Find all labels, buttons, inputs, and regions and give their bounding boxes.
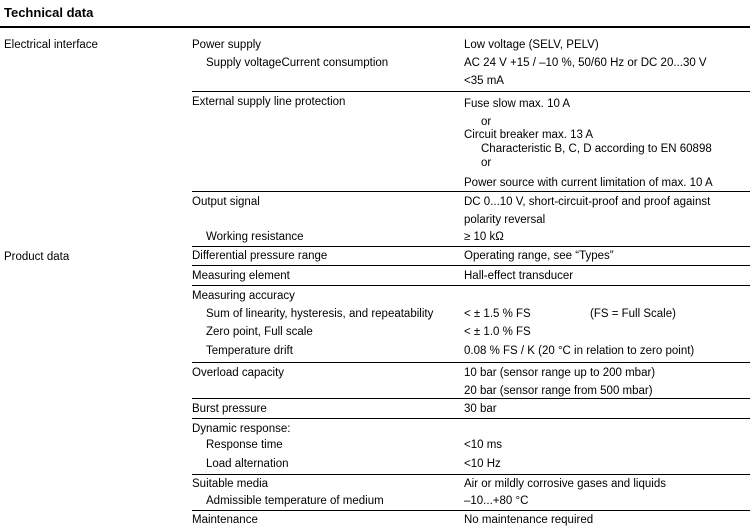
row-dynamic: [192, 418, 750, 475]
burst-label: Burst pressure: [192, 403, 267, 415]
overload-label: Overload capacity: [192, 367, 285, 379]
diff-pressure-value: Operating range, see “Types”: [464, 250, 614, 262]
diff-pressure-label: Differential pressure range: [192, 250, 328, 262]
current-consumption-value: <35 mA: [464, 75, 504, 87]
response-time-value: <10 ms: [464, 439, 503, 451]
measuring-element-label: Measuring element: [192, 270, 290, 282]
row-measuring-element: [192, 265, 750, 286]
measuring-element-value: Hall-effect transducer: [464, 270, 574, 282]
maintenance-label: Maintenance: [192, 514, 258, 526]
adm-temp-label: Admissible temperature of medium: [206, 495, 384, 507]
power-supply-value: Low voltage (SELV, PELV): [464, 39, 599, 51]
load-alternation-value: <10 Hz: [464, 458, 501, 470]
supply-voltage-value: AC 24 V +15 / –10 %, 50/60 Hz or DC 20...30 V: [464, 57, 707, 69]
fuse-value: Fuse slow max. 10 A: [464, 98, 571, 110]
accuracy-label: Measuring accuracy: [192, 290, 295, 302]
row-ext-supply: [192, 91, 750, 192]
title-rule: [0, 26, 750, 28]
breaker-value: Circuit breaker max. 13 A: [464, 129, 594, 141]
adm-temp-value: –10...+80 °C: [464, 495, 529, 507]
working-resistance-label: Working resistance: [206, 231, 304, 243]
overload-value-2: 20 bar (sensor range from 500 mbar): [464, 385, 653, 397]
sum-label: Sum of linearity, hysteresis, and repeatability: [206, 308, 434, 320]
section-product: Product data: [4, 251, 70, 263]
section-electrical: Electrical interface: [4, 39, 98, 51]
row-diff-pressure: [192, 246, 750, 266]
or-text-2: or: [481, 157, 492, 169]
media-value: Air or mildly corrosive gases and liquids: [464, 478, 666, 490]
fs-note: (FS = Full Scale): [590, 308, 676, 320]
characteristic-value: Characteristic B, C, D according to EN 60898: [481, 143, 712, 155]
row-measuring-accuracy: [192, 285, 750, 363]
row-power-supply: [192, 35, 750, 91]
supply-voltage-label: Supply voltageCurrent consumption: [206, 57, 389, 69]
media-label: Suitable media: [192, 478, 269, 490]
response-time-label: Response time: [206, 439, 283, 451]
row-burst: [192, 398, 750, 419]
row-maintenance: [192, 510, 750, 532]
load-alternation-label: Load alternation: [206, 458, 289, 470]
row-media: [192, 474, 750, 511]
temp-drift-label: Temperature drift: [206, 345, 293, 357]
dynamic-label: Dynamic response:: [192, 423, 291, 435]
sum-value: < ± 1.5 % FS: [464, 308, 531, 320]
burst-value: 30 bar: [464, 403, 497, 415]
working-resistance-value: ≥ 10 kΩ: [464, 231, 504, 243]
row-overload: [192, 362, 750, 399]
output-signal-value-2: polarity reversal: [464, 214, 546, 226]
ext-supply-label: External supply line protection: [192, 96, 346, 108]
zero-point-value: < ± 1.0 % FS: [464, 326, 531, 338]
row-output-signal: [192, 191, 750, 247]
page-title: Technical data: [4, 5, 94, 20]
power-supply-label: Power supply: [192, 39, 262, 51]
overload-value-1: 10 bar (sensor range up to 200 mbar): [464, 367, 656, 379]
or-text-1: or: [481, 116, 492, 128]
output-signal-value-1: DC 0...10 V, short-circuit-proof and proof against: [464, 196, 711, 208]
power-source-value: Power source with current limitation of max. 10 A: [464, 177, 713, 189]
temp-drift-value: 0.08 % FS / K (20 °C in relation to zero point): [464, 345, 695, 357]
output-signal-label: Output signal: [192, 196, 260, 208]
zero-point-label: Zero point, Full scale: [206, 326, 313, 338]
maintenance-value: No maintenance required: [464, 514, 594, 526]
